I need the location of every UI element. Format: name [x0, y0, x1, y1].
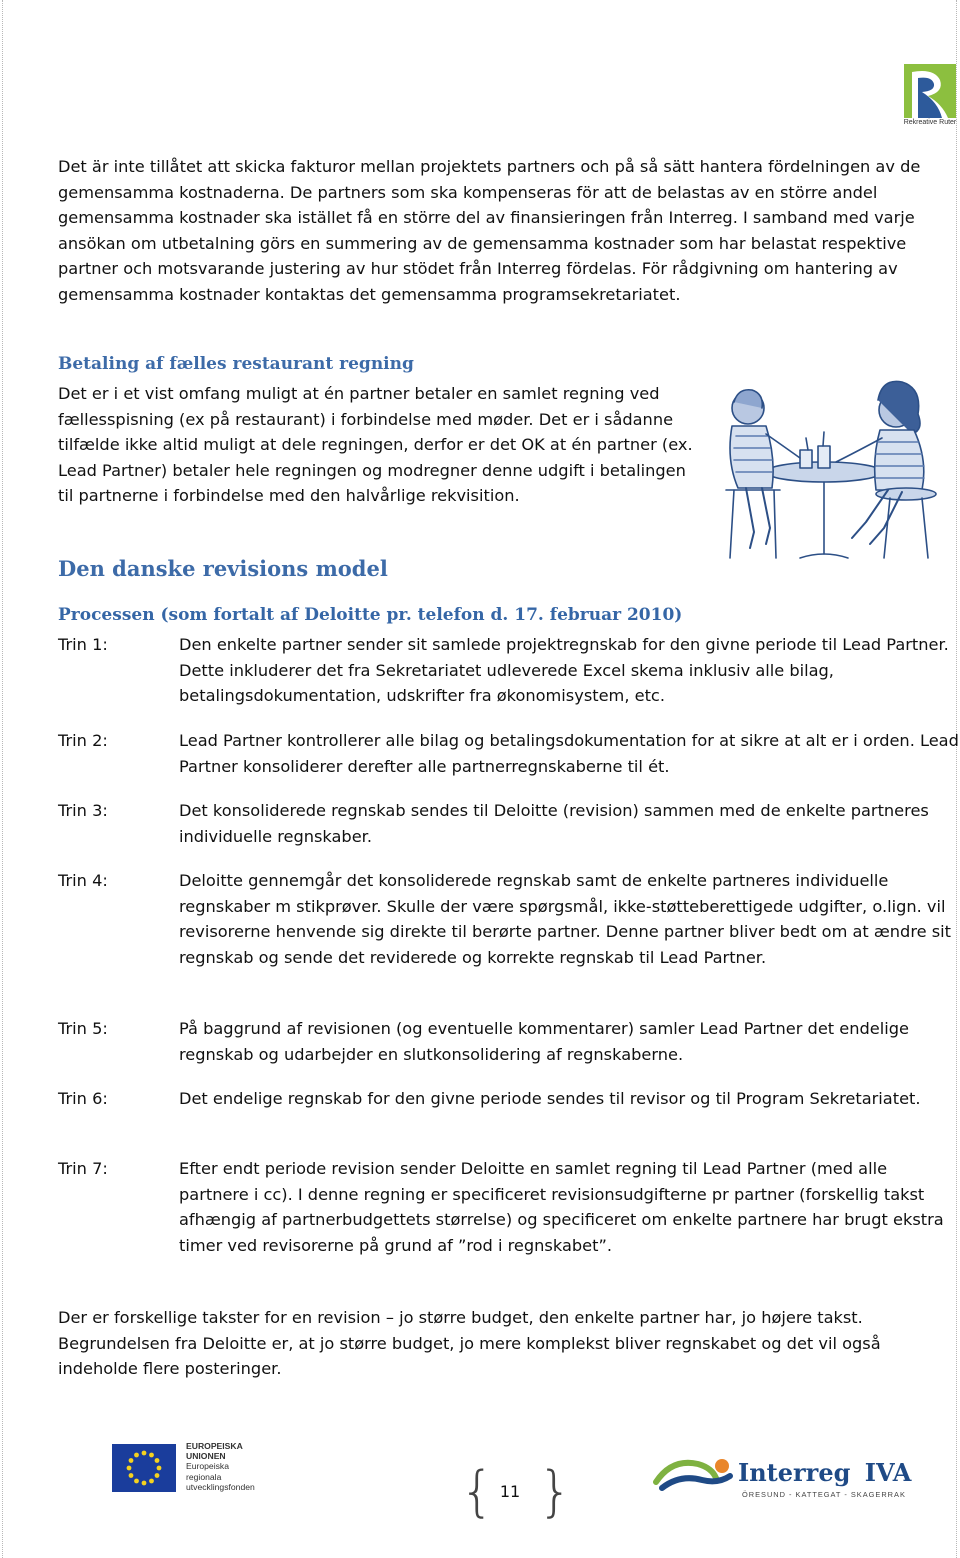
step-text: Deloitte gennemgår det konsoliderede regnskab samt de enkelte partneres individuelle regnskaber m stikprøver. Skulle der være spørgsmål, ikke-støtteberettigede udgifter, o.lign. vil revisorerne henvende sig direkte til berørte partner. Denne partner bliver bedt om at ændre sit regnskab og sende det reviderede og korrekte regnskab til Lead Partner. — [179, 871, 952, 967]
restaurant-heading: Betaling af fælles restaurant regning — [58, 354, 414, 374]
left-bracket-icon: { — [460, 1460, 495, 1523]
eu-flag-icon — [112, 1444, 176, 1492]
cafe-illustration — [696, 372, 954, 566]
interreg-name: Interreg — [738, 1458, 851, 1487]
eu-line: regionala — [186, 1471, 222, 1482]
interreg-version: IVA — [864, 1458, 912, 1487]
interreg-logo — [652, 1452, 912, 1506]
logo-caption: Rekreative Ruter — [903, 119, 957, 126]
intro-paragraph: Det är inte tillåtet att skicka fakturor mellan projektets partners och på så sätt hantera fördelningen av de gemensamma kostnaderna. De partners som ska kompenseras för att de belastas av en större andel gemensamma kostnader ska istället få en större del av finansieringen från Interreg. I samband med varje ansökan om utbetalning görs en summering av de gemensamma kostnader som har belastat respektive partner och motsvarande justering av hur stödet från Interreg fördelas. För rådgivning om hantering av gemensamma kostnader kontaktas det gemensamma programsekretariatet. — [58, 157, 921, 304]
step-label: Trin 5: — [58, 1019, 108, 1038]
eu-line: utvecklingsfonden — [186, 1481, 255, 1492]
interreg-swirl-icon — [652, 1454, 736, 1498]
step-label: Trin 3: — [58, 801, 108, 820]
step-label: Trin 7: — [58, 1159, 108, 1178]
revision-model-heading: Den danske revisions model — [58, 556, 388, 581]
interreg-wordmark — [738, 1458, 911, 1487]
step-label: Trin 4: — [58, 871, 108, 890]
step-label: Trin 1: — [58, 635, 108, 654]
process-subheading: Processen (som fortalt af Deloitte pr. telefon d. 17. februar 2010) — [58, 605, 683, 625]
eu-line: Europeiska — [186, 1461, 229, 1472]
page-edge-left — [2, 0, 3, 1558]
step-text: Den enkelte partner sender sit samlede projektregnskab for den givne periode til Lead Partner. Dette inkluderer det fra Sekretariatet udleverede Excel skema inklusiv alle bilag, betalingsdokumentation, udskrifter fra økonomisystem, etc. — [179, 635, 949, 706]
page-number-box — [458, 1460, 573, 1523]
rekreative-ruter-logo-icon — [904, 64, 956, 118]
step-text: Efter endt periode revision sender Deloitte en samlet regning til Lead Partner (med alle partnere i cc). I denne regning er specificeret revisionsudgifterne pr partner (forskellig takst afhængig af partnerbudgettets størrelse) og specificeret om enkelte partnere har brugt ekstra timer ved revisorerne på grund af ”rod i regnskabet”. — [179, 1159, 944, 1255]
eu-line: EUROPEISKA — [186, 1441, 243, 1451]
step-label: Trin 2: — [58, 731, 108, 750]
page-number: 11 — [499, 1482, 521, 1501]
rekreative-ruter-logo — [900, 64, 958, 130]
restaurant-paragraph: Det er i et vist omfang muligt at én partner betaler en samlet regning ved fællesspisning (ex på restaurant) i forbindelse med møder. Det er i sådanne tilfælde ikke altid muligt at dele regningen, derfor er det OK at én partner (ex. Lead Partner) betaler hele regningen og modregner denne udgift i betalingen til partnerne i forbindelse med den halvårlige rekvisition. — [58, 384, 693, 506]
step-text: Det konsoliderede regnskab sendes til Deloitte (revision) sammen med de enkelte partneres individuelle regnskaber. — [179, 801, 929, 846]
eu-line: UNIONEN — [186, 1451, 226, 1462]
closing-paragraph: Der er forskellige takster for en revision – jo større budget, den enkelte partner har, jo højere takst. Begrundelsen fra Deloitte er, at jo større budget, jo mere komplekst bliver regnskabet og det vil også indeholde flere posteringer. — [58, 1308, 881, 1379]
step-text: Lead Partner kontrollerer alle bilag og betalingsdokumentation for at sikre at alt er i orden. Lead Partner konsoliderer derefter alle partnerregnskaberne til ét. — [179, 731, 959, 776]
page-footer — [0, 1430, 960, 1558]
step-text: Det endelige regnskab for den givne periode sendes til revisor og til Program Sekretariatet. — [179, 1089, 921, 1108]
eu-fund-label — [186, 1441, 255, 1492]
step-label: Trin 6: — [58, 1089, 108, 1108]
interreg-regions: ÖRESUND - KATTEGAT - SKAGERRAK — [742, 1490, 906, 1499]
right-bracket-icon: } — [538, 1460, 573, 1523]
step-text: På baggrund af revisionen (og eventuelle kommentarer) samler Lead Partner det endelige regnskab og udarbejder en slutkonsolidering af regnskaberne. — [179, 1019, 909, 1064]
